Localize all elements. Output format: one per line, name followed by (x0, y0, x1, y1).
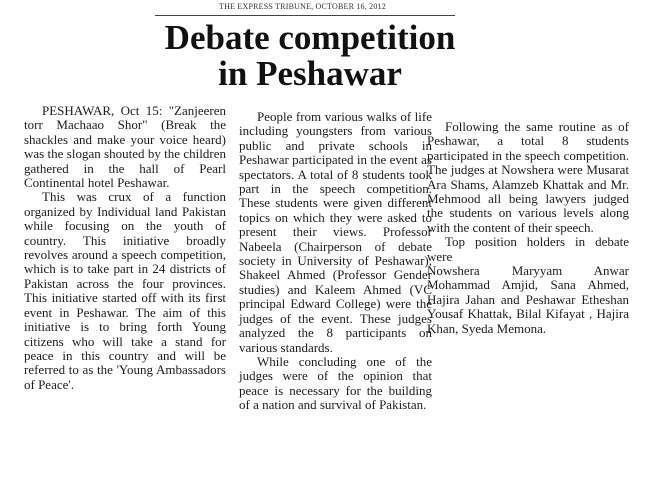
article-paragraph: This was crux of a function organized by Individual land Pakistan while focusing on the youth of country. This initiative broadly revolves around a speech competition, which is to take part in 24 districts of Pakistan across the four provinces. This initiative started off with its first event in Peshawar. The aim of this initiative is to bring forth Young citizens who will take a stand for peace in this country and will be referred to as the 'Young Ambassadors of Peace'. (24, 189, 226, 392)
masthead: THE EXPRESS TRIBUNE, OCTOBER 16, 2012 (219, 2, 386, 11)
article-paragraph: PESHAWAR, Oct 15: "Zanjeeren torr Machaao Shor" (Break the shackles and make your voice heard) was the slogan shouted by the children gathered in the hall of Pearl Continental hotel Peshawar. (24, 103, 226, 191)
article-paragraph: People from various walks of life including youngsters from various public and private schools in Peshawar participated in the event as spectators. A total of 8 students took part in the speech competition. These students were given different topics on which they were asked to present their views. Professor Nabeela (Chairperson of debate society in University of Peshawar), Shakeel Ahmed (Professor Gender studies) and Kaleem Ahmed (VC principal Edward College) were the judges of the event. These judges analyzed the 8 participants on various standards. (239, 109, 432, 355)
article-paragraph: Top position holders in debate were (427, 234, 629, 264)
article-column-2 (239, 110, 432, 413)
winners-list: Nowshera Maryyam Anwar Mohammad Amjid, Sana Ahmed, Hajira Jahan and Peshawar Etheshan Yousaf Khattak, Bilal Kifayat , Hajira Khan, Syeda Memona. (427, 263, 629, 336)
article-paragraph: Following the same routine as of Peshawar, a total 8 students participated in the speech competition. The judges at Nowshera were Musarat Ara Shams, Alamzeb Khattak and Mr. Mehmood all being lawyers judged the students on various levels along with the content of their speech. (427, 119, 629, 235)
headline-line-1: Debate competition (164, 18, 456, 57)
article-paragraph: While concluding one of the judges were of the opinion that peace is necessary for the building of a nation and survival of Pakistan. (239, 353, 432, 413)
headline (130, 20, 490, 92)
headline-line-2: in Peshawar (218, 54, 402, 93)
article-column-3 (427, 120, 629, 336)
article-column-1 (24, 104, 226, 392)
masthead-rule (155, 15, 455, 16)
